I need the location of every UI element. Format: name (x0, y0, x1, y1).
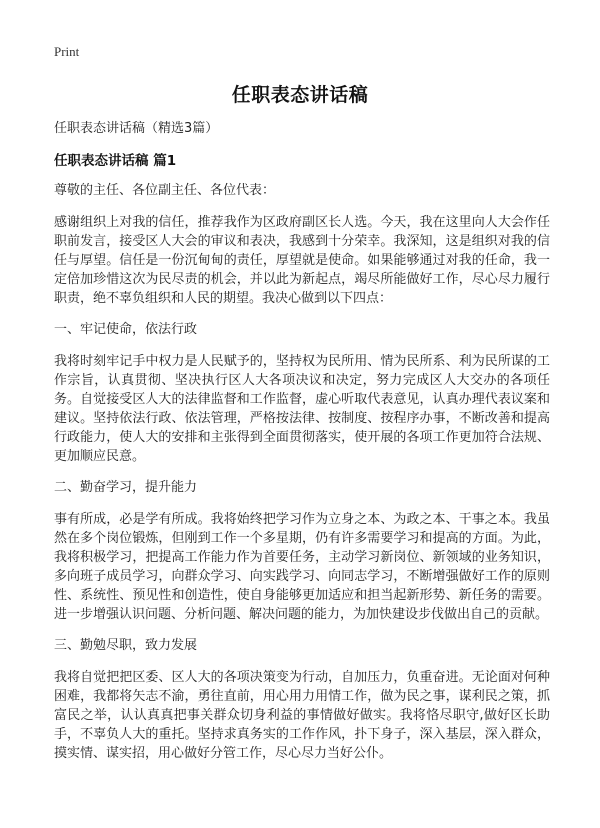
article-title: 任职表态讲话稿 篇1 (54, 153, 177, 169)
document-subtitle: 任职表态讲话稿（精选3篇） (54, 121, 219, 136)
intro-paragraph: 感谢组织上对我的信任，推荐我作为区政府副区长人选。今天，我在这里向人大会作任职前发言，接受区人大会的审议和表决，我感到十分荣幸。我深知，这是组织对我的信任与厚望。信任是一份沉甸甸的责任，厚望就是使命。如果能够通过对我的任命，我一定倍加珍惜这次为民尽责的机会，并以此为新起点，竭尽所能做好工作，尽心尽力履行职责，绝不辜负组织和人民的期望。我决心做到以下四点： (54, 215, 550, 306)
section-body-3: 我将自觉把把区委、区人大的各项决策变为行动，自加压力，负重奋进。无论面对何种困难，我都将矢志不渝，勇往直前，用心用力用情工作，做为民之事，谋利民之策，抓富民之举，认认真真把事关群众切身利益的事情做好做实。我将恪尽职守,做好区长助手，不辜负人大的重托。坚持求真务实的工作作风，扑下身子，深入基层，深入群众，摸实情、谋实招，用心做好分管工作，尽心尽力当好公仆。 (54, 670, 550, 761)
section-body-1: 我将时刻牢记手中权力是人民赋予的，坚持权为民所用、情为民所系、利为民所谋的工作宗旨，认真贯彻、坚决执行区人大各项决议和决定，努力完成区人大交办的各项任务。自觉接受区人大的法律监督和工作监督，虚心听取代表意见，认真办理代表议案和建议。坚持依法行政、依法管理，严格按法律、按制度、按程序办事，不断改善和提高行政能力，使人大的安排和主张得到全面贯彻落实，使开展的各项工作更加符合法规、更加顺应民意。 (54, 354, 550, 464)
section-heading-1: 一、牢记使命，依法行政 (54, 322, 198, 337)
greeting-paragraph: 尊敬的主任、各位副主任、各位代表： (54, 183, 276, 198)
document-body (54, 120, 550, 776)
section-body-2: 事有所成，必是学有所成。我将始终把学习作为立身之本、为政之本、干事之本。我虽然在多个岗位锻炼，但刚到工作一个多星期，仍有许多需要学习和提高的方面。为此，我将积极学习，把提高工作能力作为首要任务，主动学习新岗位、新领域的业务知识，多向班子成员学习，向群众学习、向实践学习、向同志学习，不断增强做好工作的原则性、系统性、预见性和创造性，使自身能够更加适应和担当起新形势、新任务的需要。进一步增强认识问题、分析问题、解决问题的能力，为加快建设步伐做出自己的贡献。 (54, 512, 550, 622)
print-link[interactable]: Print (54, 44, 80, 59)
section-heading-2: 二、勤奋学习，提升能力 (54, 480, 198, 495)
section-heading-3: 三、勤勉尽职，致力发展 (54, 638, 198, 653)
page-title: 任职表态讲话稿 (231, 84, 369, 106)
